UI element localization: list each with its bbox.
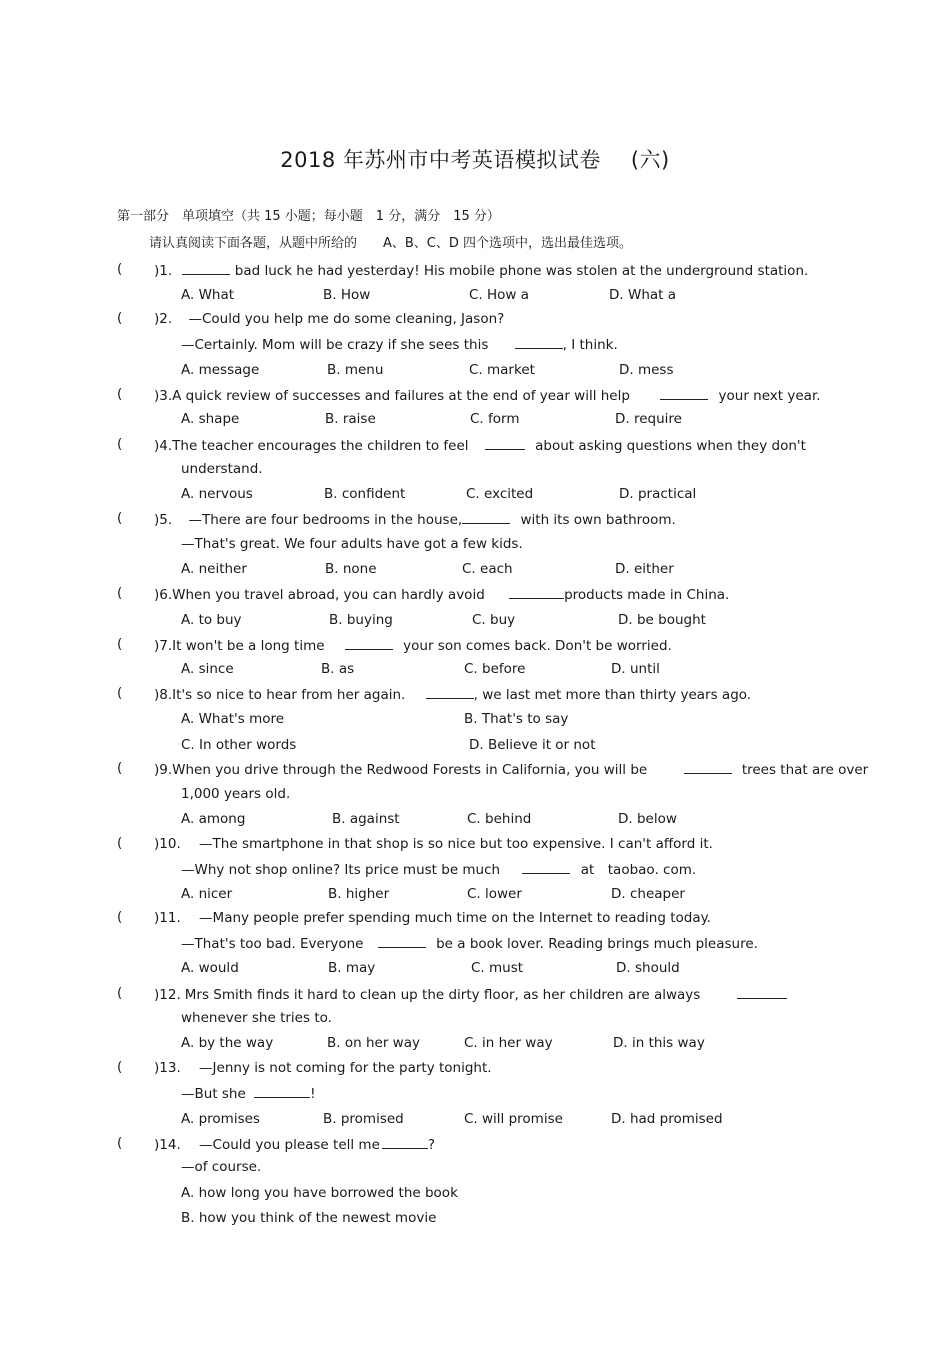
question-7 <box>154 636 672 655</box>
question-3 <box>154 386 821 405</box>
question-number: )6. <box>154 587 173 603</box>
answer-blank <box>660 386 708 400</box>
option-c: C. each <box>462 561 513 577</box>
answer-paren: ( <box>117 985 123 1001</box>
option-c: C. in her way <box>464 1035 553 1051</box>
question-1 <box>154 261 808 280</box>
answer-paren: ( <box>117 386 123 402</box>
question-text: be a book lover. Reading brings much pleasure. <box>436 936 758 952</box>
option-b: B. may <box>328 960 376 976</box>
answer-paren: ( <box>117 685 123 701</box>
question-text: —There are four bedrooms in the house, <box>188 512 463 528</box>
answer-paren: ( <box>117 835 123 851</box>
option-d: D. should <box>616 960 680 976</box>
question-text: —Could you help me do some cleaning, Jason? <box>188 311 505 327</box>
question-text: about asking questions when they don't <box>535 438 806 454</box>
option-a: A. among <box>181 811 246 827</box>
question-number: )11. <box>154 910 181 926</box>
option-c: C. buy <box>472 612 516 628</box>
option-c: C. market <box>469 362 535 378</box>
option-b: B. none <box>325 561 377 577</box>
question-10-response <box>181 860 696 879</box>
question-text: bad luck he had yesterday! His mobile phone was stolen at the underground station. <box>234 263 809 279</box>
section-instruction: 请认真阅读下面各题，从题中所给的 A、B、C、D 四个选项中，选出最佳选项。 <box>149 236 633 251</box>
option-d: D. What a <box>609 287 677 303</box>
answer-blank <box>378 934 426 948</box>
answer-blank <box>462 510 510 524</box>
option-c: C. before <box>464 661 526 677</box>
answer-paren: ( <box>117 436 123 452</box>
question-text: your son comes back. Don't be worried. <box>403 638 672 654</box>
question-text: at taobao. com. <box>580 862 697 878</box>
question-text: —Jenny is not coming for the party tonight. <box>199 1060 492 1076</box>
option-a: A. by the way <box>181 1035 274 1051</box>
option-a: A. since <box>181 661 234 677</box>
question-text: ! <box>310 1086 316 1102</box>
option-b: B. That's to say <box>464 711 569 727</box>
question-text: When you drive through the Redwood Forests in California, you will be <box>172 762 648 778</box>
question-number: )8. <box>154 687 173 703</box>
question-9-cont: 1,000 years old. <box>181 786 291 802</box>
question-number: )7. <box>154 638 173 654</box>
question-text: , we last met more than thirty years ago. <box>473 687 752 703</box>
option-a: A. message <box>181 362 260 378</box>
option-d: D. either <box>615 561 674 577</box>
option-c: C. lower <box>467 886 522 902</box>
option-b: B. promised <box>323 1111 404 1127</box>
question-9 <box>154 760 868 779</box>
question-text: —Many people prefer spending much time on the Internet to reading today. <box>199 910 711 926</box>
question-10 <box>154 835 713 853</box>
answer-blank <box>345 636 393 650</box>
question-11-response <box>181 934 758 953</box>
question-text: —Could you please tell me <box>199 1137 380 1153</box>
question-5-response: —That's great. We four adults have got a few kids. <box>181 536 523 552</box>
answer-paren: ( <box>117 760 123 776</box>
option-d: D. Believe it or not <box>469 737 596 753</box>
question-text: A quick review of successes and failures at the end of year will help <box>172 388 630 404</box>
option-d: D. cheaper <box>611 886 685 902</box>
section-heading: 第一部分 单项填空（共 15 小题；每小题 1 分，满分 15 分） <box>117 209 500 224</box>
question-12 <box>154 985 787 1004</box>
answer-paren: ( <box>117 636 123 652</box>
answer-blank <box>684 760 732 774</box>
option-a: A. nervous <box>181 486 253 502</box>
question-text: —Certainly. Mom will be crazy if she sees this <box>181 337 489 353</box>
question-number: )4. <box>154 438 173 454</box>
question-text: When you travel abroad, you can hardly avoid <box>172 587 485 603</box>
option-c: C. excited <box>466 486 534 502</box>
option-b: B. on her way <box>327 1035 420 1051</box>
question-text: your next year. <box>718 388 821 404</box>
question-11 <box>154 909 711 927</box>
option-a: A. nicer <box>181 886 233 902</box>
question-text: —That's too bad. Everyone <box>181 936 364 952</box>
question-14 <box>154 1135 435 1154</box>
question-4 <box>154 436 806 455</box>
option-b: B. buying <box>329 612 393 628</box>
option-c: C. will promise <box>464 1111 563 1127</box>
question-number: )2. <box>154 311 173 327</box>
answer-blank <box>515 335 563 349</box>
answer-paren: ( <box>117 585 123 601</box>
question-text: It won't be a long time <box>172 638 325 654</box>
question-text: products made in China. <box>564 587 730 603</box>
option-d: D. below <box>618 811 677 827</box>
answer-blank <box>737 985 787 999</box>
answer-paren: ( <box>117 1059 123 1075</box>
answer-blank <box>382 1135 428 1149</box>
answer-blank <box>522 860 570 874</box>
question-2 <box>154 310 504 328</box>
question-text: with its own bathroom. <box>520 512 676 528</box>
answer-blank <box>182 261 230 275</box>
question-number: )12. <box>154 987 181 1003</box>
option-c: C. How a <box>469 287 530 303</box>
question-text: —The smartphone in that shop is so nice but too expensive. I can't afford it. <box>199 836 713 852</box>
question-number: )14. <box>154 1137 181 1153</box>
option-a: A. to buy <box>181 612 242 628</box>
question-5 <box>154 510 676 529</box>
option-a: A. neither <box>181 561 247 577</box>
option-c: C. In other words <box>181 737 297 753</box>
option-b: B. How <box>323 287 371 303</box>
question-14-response: —of course. <box>181 1159 262 1175</box>
option-d: D. until <box>611 661 660 677</box>
answer-paren: ( <box>117 310 123 326</box>
question-text: —Why not shop online? Its price must be much <box>181 862 501 878</box>
question-number: )13. <box>154 1060 181 1076</box>
option-b: B. menu <box>327 362 384 378</box>
question-number: )9. <box>154 762 173 778</box>
question-number: )10. <box>154 836 181 852</box>
option-b: B. confident <box>324 486 406 502</box>
question-2-response <box>181 335 618 354</box>
option-b: B. as <box>321 661 355 677</box>
question-text: —But she <box>181 1086 246 1102</box>
option-a: A. What <box>181 287 235 303</box>
option-d: D. practical <box>619 486 697 502</box>
question-6 <box>154 585 729 604</box>
question-text: The teacher encourages the children to feel <box>172 438 469 454</box>
question-4-cont: understand. <box>181 461 263 477</box>
question-8 <box>154 685 751 704</box>
option-d: D. be bought <box>618 612 706 628</box>
title-main: 2018 年苏州市中考英语模拟试卷 <box>280 148 601 172</box>
question-text: ? <box>427 1137 436 1153</box>
question-text: Mrs Smith finds it hard to clean up the dirty floor, as her children are always <box>184 987 701 1003</box>
answer-blank <box>426 685 474 699</box>
question-text: It's so nice to hear from her again. <box>172 687 406 703</box>
option-c: C. must <box>471 960 524 976</box>
option-b: B. against <box>332 811 400 827</box>
option-b: B. how you think of the newest movie <box>181 1210 437 1226</box>
option-d: D. mess <box>619 362 674 378</box>
question-text: trees that are over <box>741 762 869 778</box>
question-text: , I think. <box>562 337 618 353</box>
question-number: )1. <box>154 263 173 279</box>
option-a: A. how long you have borrowed the book <box>181 1185 458 1201</box>
question-13 <box>154 1059 492 1077</box>
answer-paren: ( <box>117 909 123 925</box>
title-suffix: (六) <box>630 148 670 172</box>
option-c: C. form <box>470 411 520 427</box>
option-d: D. require <box>615 411 682 427</box>
option-c: C. behind <box>467 811 532 827</box>
option-a: A. would <box>181 960 239 976</box>
question-13-response <box>181 1084 316 1103</box>
page-title <box>0 144 950 174</box>
answer-blank <box>254 1084 310 1098</box>
option-b: B. raise <box>325 411 376 427</box>
answer-blank <box>509 585 564 599</box>
option-b: B. higher <box>328 886 390 902</box>
question-number: )3. <box>154 388 173 404</box>
option-d: D. in this way <box>613 1035 705 1051</box>
answer-paren: ( <box>117 1135 123 1151</box>
option-d: D. had promised <box>611 1111 723 1127</box>
option-a: A. promises <box>181 1111 260 1127</box>
answer-blank <box>485 436 525 450</box>
question-12-cont: whenever she tries to. <box>181 1010 332 1026</box>
option-a: A. shape <box>181 411 240 427</box>
answer-paren: ( <box>117 510 123 526</box>
option-a: A. What's more <box>181 711 285 727</box>
question-number: )5. <box>154 512 173 528</box>
answer-paren: ( <box>117 261 123 277</box>
